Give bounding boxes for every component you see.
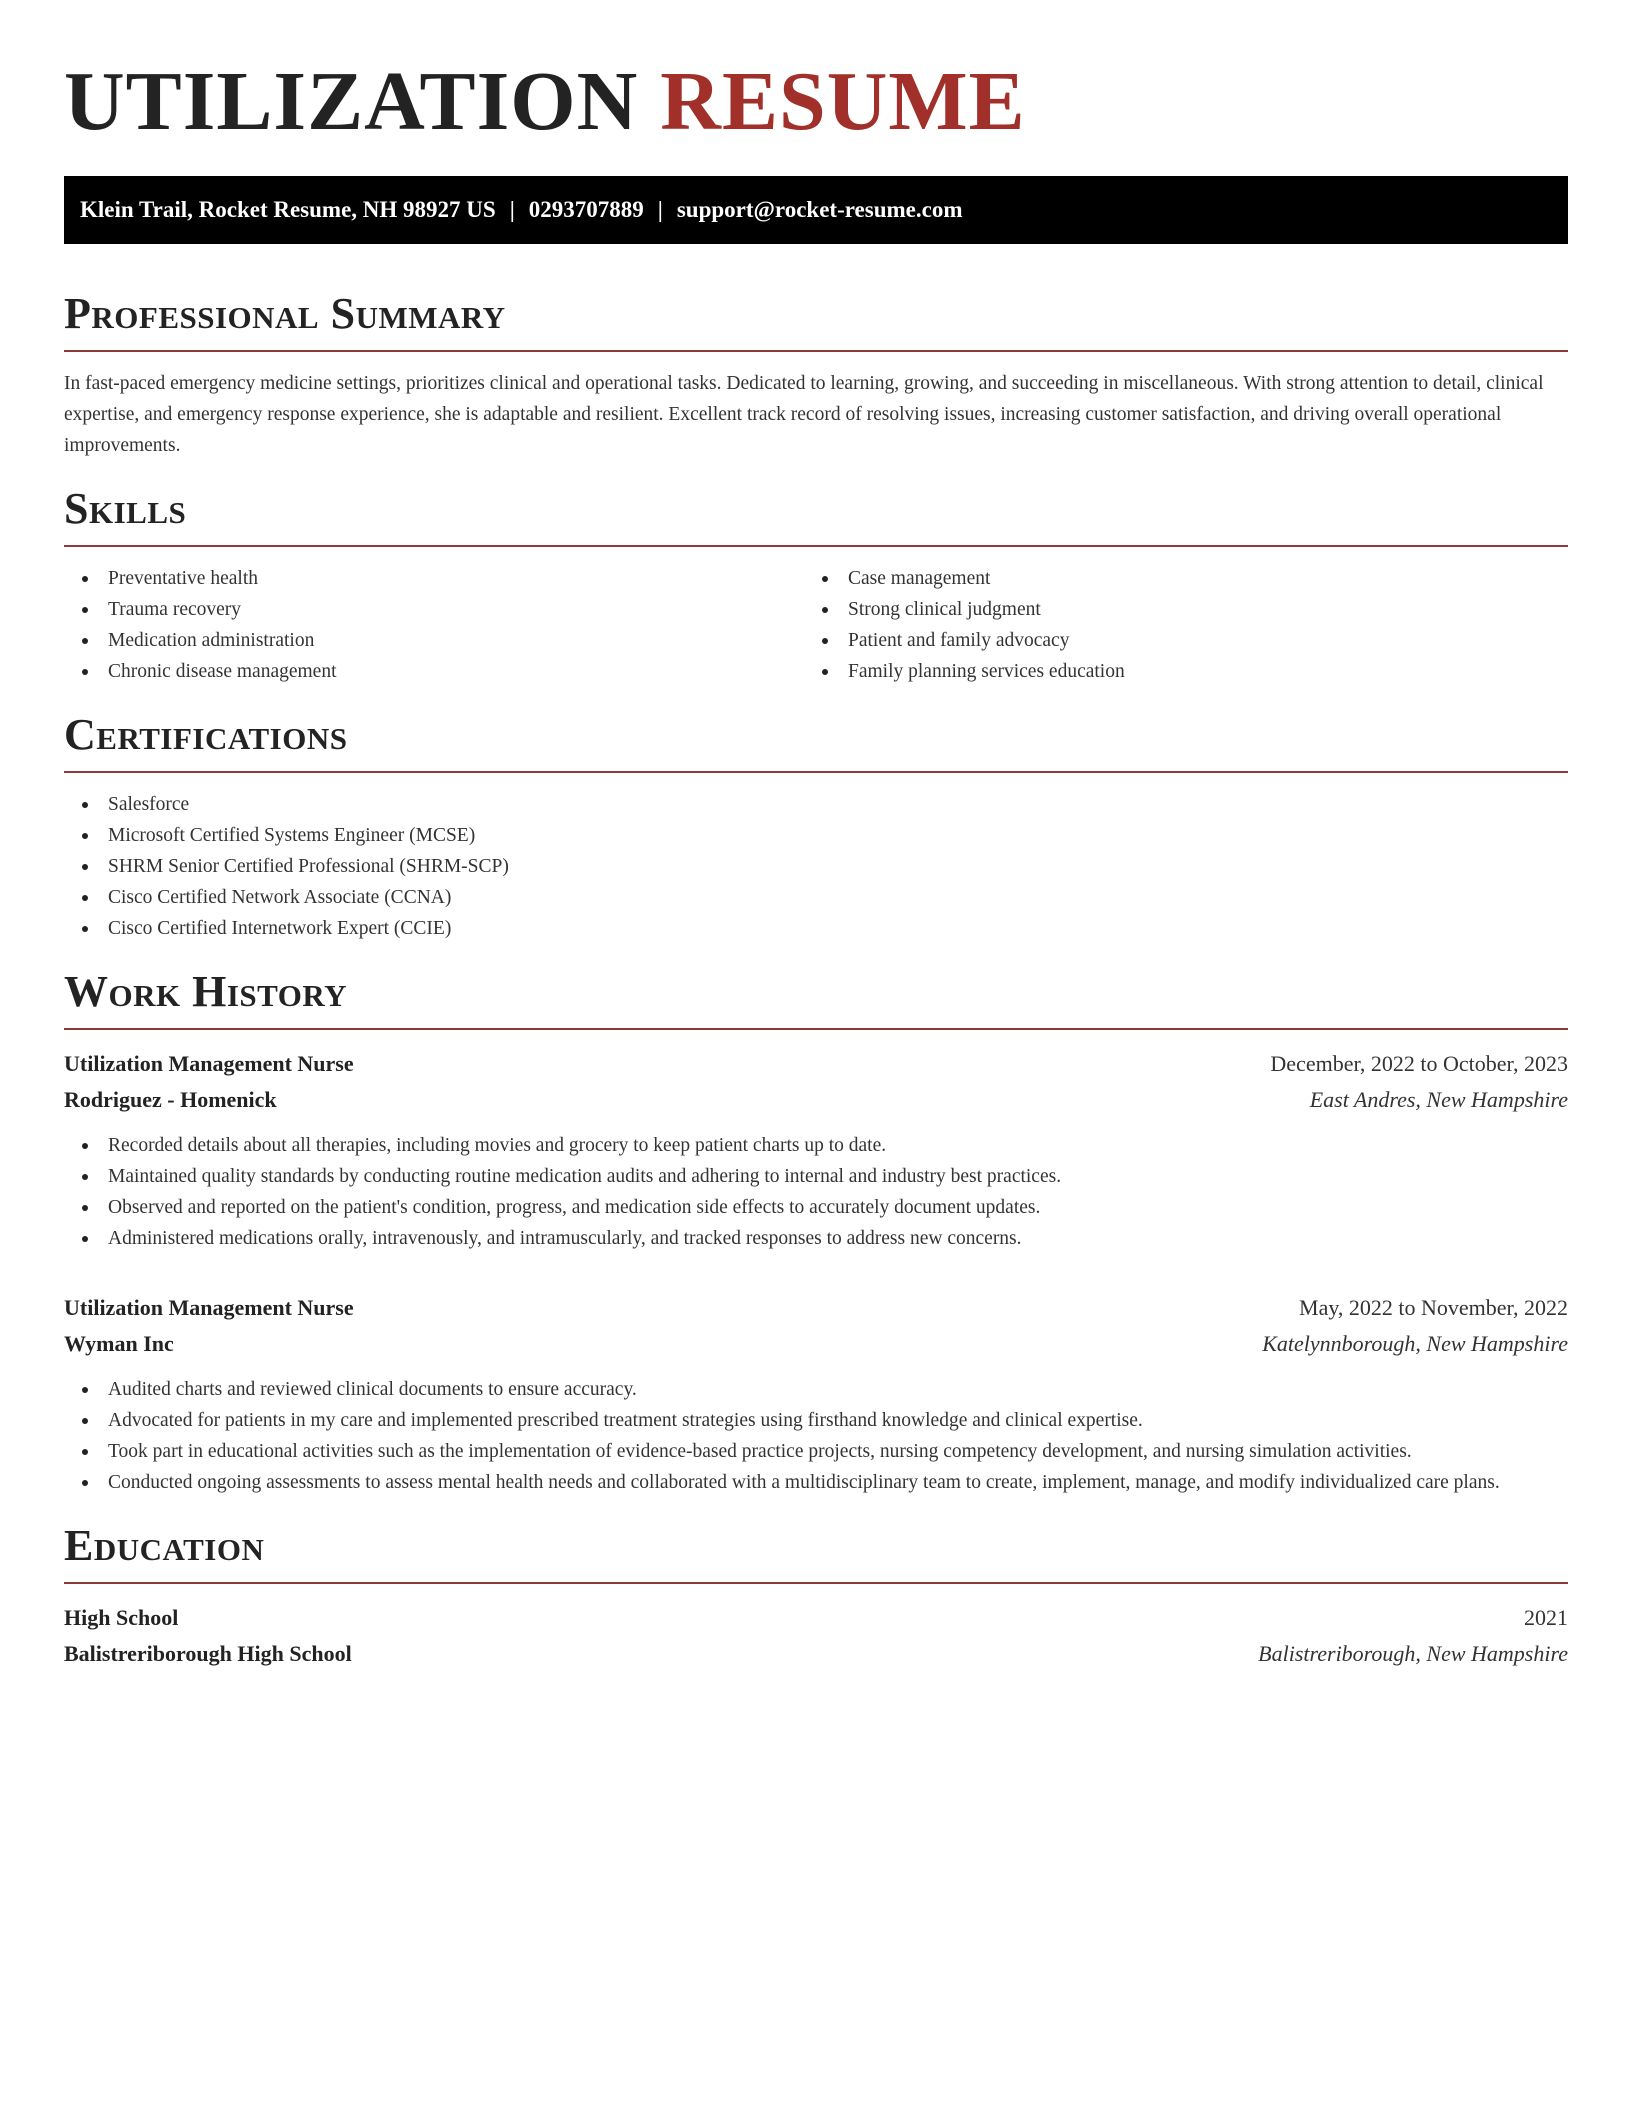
contact-address: Klein Trail, Rocket Resume, NH 98927 US: [80, 197, 496, 222]
job-bullet: Took part in educational activities such as the implementation of evidence-based practice projects, nursing competency development, and nursing simulation activities.: [64, 1436, 1568, 1467]
contact-bar: [64, 176, 1568, 244]
job-header-row: [64, 1046, 1568, 1082]
resume-title: [64, 56, 1568, 148]
job-company-row: [64, 1326, 1568, 1362]
job-entry: [64, 1046, 1568, 1254]
skill-item: Family planning services education: [804, 656, 1544, 687]
section-heading-certifications: Certifications: [64, 710, 348, 759]
job-company: Wyman Inc: [64, 1331, 174, 1356]
education-school-row: [64, 1636, 1568, 1672]
job-company: Rodriguez - Homenick: [64, 1087, 277, 1112]
skill-item: Chronic disease management: [64, 656, 804, 687]
contact-separator: |: [509, 197, 515, 222]
job-bullet: Advocated for patients in my care and implemented prescribed treatment strategies using firsthand knowledge and clinical expertise.: [64, 1405, 1568, 1436]
section-heading-summary: Professional Summary: [64, 289, 506, 338]
section-heading-education: Education: [64, 1521, 265, 1570]
education-year: 2021: [1524, 1605, 1568, 1630]
skill-item: Patient and family advocacy: [804, 625, 1544, 656]
education-entry: [64, 1600, 1568, 1672]
job-location: Katelynnborough, New Hampshire: [1262, 1331, 1568, 1356]
certification-item: Microsoft Certified Systems Engineer (MCSE): [64, 820, 1568, 851]
certification-item: SHRM Senior Certified Professional (SHRM-SCP): [64, 851, 1568, 882]
job-location: East Andres, New Hampshire: [1309, 1087, 1568, 1112]
certification-item: Cisco Certified Internetwork Expert (CCIE): [64, 913, 1568, 944]
skills-grid: [64, 563, 1568, 687]
certifications-list: [64, 789, 1568, 944]
job-bullet: Administered medications orally, intravenously, and intramuscularly, and tracked responses to address new concerns.: [64, 1223, 1568, 1254]
job-dates: December, 2022 to October, 2023: [1270, 1051, 1568, 1076]
resume-page: [64, 0, 1568, 1672]
skill-item: Strong clinical judgment: [804, 594, 1544, 625]
job-bullet: Maintained quality standards by conducting routine medication audits and adhering to internal and industry best practices.: [64, 1161, 1568, 1192]
contact-phone: 0293707889: [528, 197, 644, 222]
contact-email: support@rocket-resume.com: [676, 197, 963, 222]
education-school: Balistreriborough High School: [64, 1641, 352, 1666]
job-bullet: Recorded details about all therapies, including movies and grocery to keep patient charts up to date.: [64, 1130, 1568, 1161]
section-divider: [64, 1582, 1568, 1584]
skill-item: Case management: [804, 563, 1544, 594]
work-history-section: [64, 966, 1568, 1498]
certifications-section: [64, 709, 1568, 944]
job-bullet: Audited charts and reviewed clinical documents to ensure accuracy.: [64, 1374, 1568, 1405]
education-header-row: [64, 1600, 1568, 1636]
certification-item: Cisco Certified Network Associate (CCNA): [64, 882, 1568, 913]
job-title: Utilization Management Nurse: [64, 1051, 354, 1076]
skill-item: Trauma recovery: [64, 594, 804, 625]
job-bullet: Observed and reported on the patient's condition, progress, and medication side effects to accurately document updates.: [64, 1192, 1568, 1223]
job-header-row: [64, 1290, 1568, 1326]
skill-item: Preventative health: [64, 563, 804, 594]
section-divider: [64, 771, 1568, 773]
section-divider: [64, 350, 1568, 352]
skill-item: Medication administration: [64, 625, 804, 656]
education-section: [64, 1520, 1568, 1672]
job-entry: [64, 1290, 1568, 1498]
education-degree: High School: [64, 1605, 179, 1630]
title-part-1: UTILIZATION: [64, 55, 639, 148]
job-bullets: [64, 1130, 1568, 1254]
section-heading-work-history: Work History: [64, 967, 348, 1016]
job-title: Utilization Management Nurse: [64, 1295, 354, 1320]
title-part-2: RESUME: [660, 55, 1026, 148]
job-dates: May, 2022 to November, 2022: [1299, 1295, 1568, 1320]
certification-item: Salesforce: [64, 789, 1568, 820]
summary-text: In fast-paced emergency medicine settings, prioritizes clinical and operational tasks. Dedicated to learning, growing, and succeeding in miscellaneous. With strong attention to detail, clinical expertise, and emergency response experience, she is adaptable and resilient. Excellent track record of resolving issues, increasing customer satisfaction, and driving overall operational improvements.: [64, 373, 1544, 456]
education-location: Balistreriborough, New Hampshire: [1258, 1641, 1568, 1666]
summary-section: [64, 288, 1568, 461]
job-bullet: Conducted ongoing assessments to assess mental health needs and collaborated with a multidisciplinary team to create, implement, manage, and modify individualized care plans.: [64, 1467, 1568, 1498]
job-bullets: [64, 1374, 1568, 1498]
skills-list-right: [804, 563, 1544, 687]
section-heading-skills: Skills: [64, 484, 187, 533]
section-divider: [64, 545, 1568, 547]
contact-separator: |: [657, 197, 663, 222]
skills-section: [64, 483, 1568, 687]
skills-list-left: [64, 563, 804, 687]
section-divider: [64, 1028, 1568, 1030]
job-company-row: [64, 1082, 1568, 1118]
